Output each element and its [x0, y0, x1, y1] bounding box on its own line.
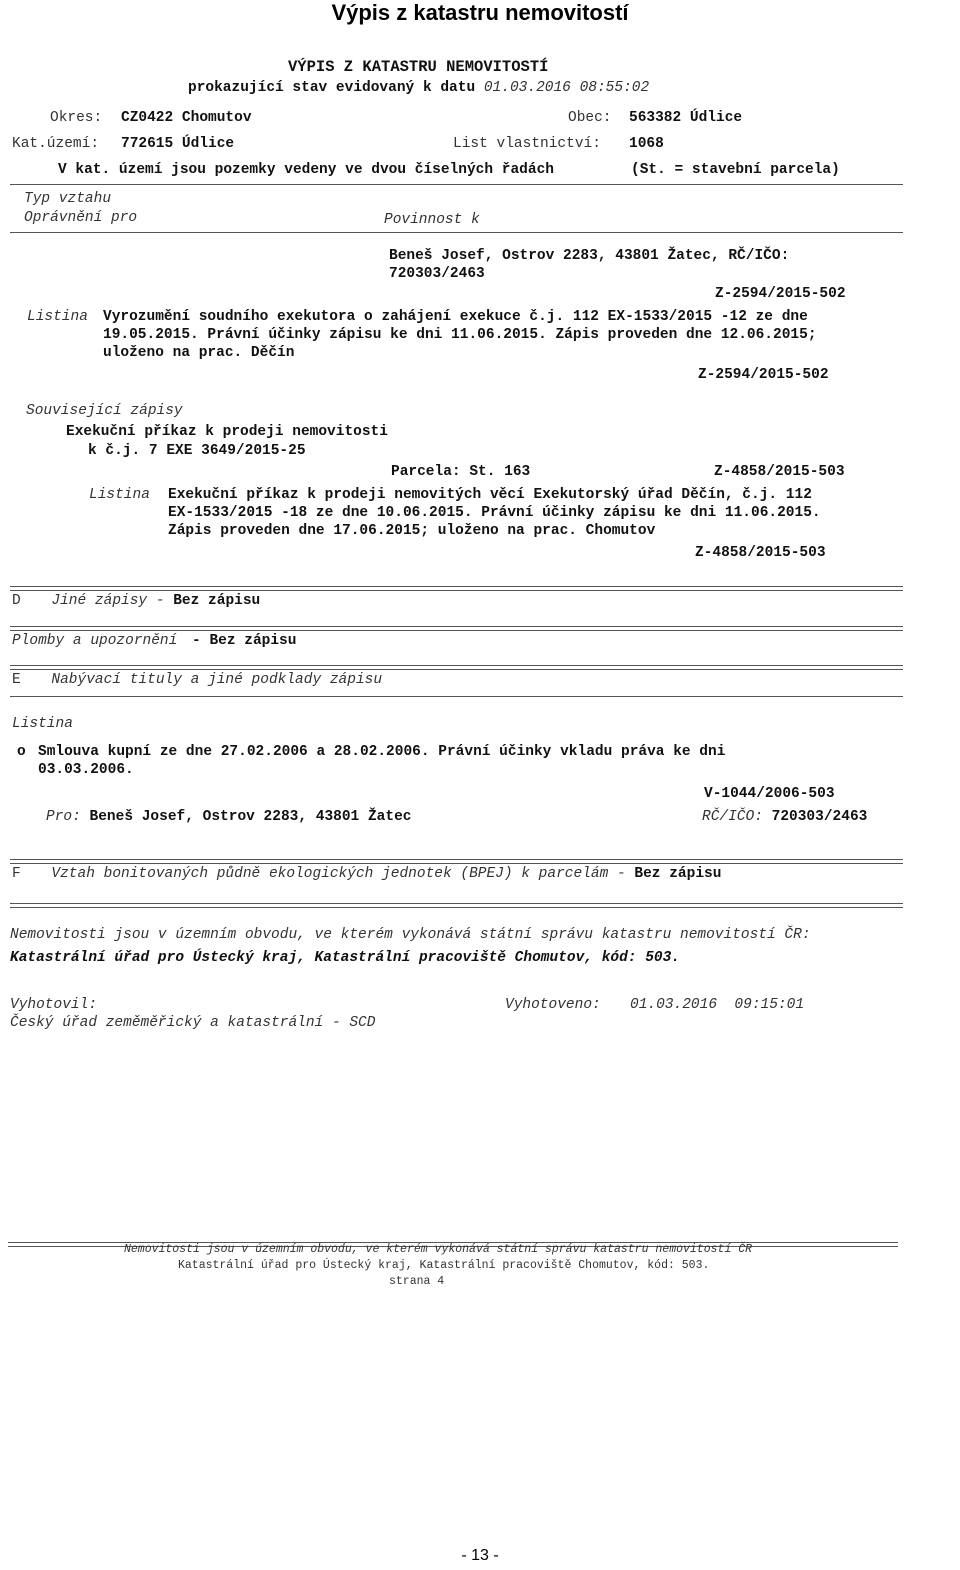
rc-value: 720303/2463 [771, 809, 868, 825]
katuzemi-label: Kat.území: [12, 136, 100, 152]
parcela-row [391, 464, 530, 480]
page-title: Výpis z katastru nemovitostí [331, 0, 629, 25]
bullet: o [17, 744, 26, 760]
page-footer-line-2: Katastrální úřad pro Ústecký kraj, Katastrální pracoviště Chomutov, kód: 503. [178, 1259, 710, 1272]
lv-label: List vlastnictví: [453, 136, 601, 152]
vyhotovil-value: Český úřad zeměměřický a katastrální - SCD [10, 1015, 376, 1031]
exekucni-prikaz-line-1: Exekuční příkaz k prodeji nemovitosti [66, 424, 388, 440]
extract-title: VÝPIS Z KATASTRU NEMOVITOSTÍ [288, 58, 549, 76]
reference-number: Z-4858/2015-503 [714, 464, 845, 480]
parcela-value: St. 163 [469, 464, 531, 480]
plomby-dash: - [192, 633, 201, 649]
section-d-row [12, 593, 260, 609]
section-e-letter: E [12, 672, 21, 688]
obec-value: 563382 Údlice [629, 110, 743, 126]
divider [10, 665, 903, 670]
listina-text-line-3: uloženo na prac. Děčín [103, 345, 295, 361]
jurisdiction-note-line-1: Nemovitosti jsou v územním obvodu, ve kterém vykonává státní správu katastru nemovitostí ČR: [10, 927, 811, 943]
vyhotoveno-value: 01.03.2016 09:15:01 [630, 997, 805, 1013]
subtitle-date: 01.03.2016 08:55:02 [483, 80, 650, 96]
section-f-label: Vztah bonitovaných půdně ekologických jednotek (BPEJ) k parcelám [51, 866, 609, 882]
pro-row [46, 809, 411, 825]
jurisdiction-note-line-2: Katastrální úřad pro Ústecký kraj, Katastrální pracoviště Chomutov, kód: 503. [10, 950, 681, 966]
katuzemi-value: 772615 Údlice [121, 136, 235, 152]
listina-text-line-2: 19.05.2015. Právní účinky zápisu ke dni 11.06.2015. Zápis proveden dne 12.06.2015; [103, 327, 817, 343]
plomby-row [12, 633, 296, 649]
parcel-series-legend: (St. = stavební parcela) [631, 162, 840, 178]
parcel-series-note: V kat. území jsou pozemky vedeny ve dvou číselných řadách [58, 162, 554, 178]
typ-vztahu-label: Typ vztahu [24, 191, 112, 207]
divider [10, 696, 903, 697]
okres-value: CZ0422 Chomutov [121, 110, 252, 126]
extract-subtitle [188, 80, 649, 96]
section-f-value: Bez zápisu [634, 866, 722, 882]
rc-row [702, 809, 867, 825]
plomby-value: Bez zápisu [209, 633, 297, 649]
exekucni-prikaz-line-2: k č.j. 7 EXE 3649/2015-25 [88, 443, 306, 459]
divider [10, 586, 903, 591]
listina-text-line-2: 03.03.2006. [38, 762, 134, 778]
section-d-label: Jiné zápisy [51, 593, 148, 609]
reference-number: Z-2594/2015-502 [698, 367, 829, 383]
listina-label: Listina [12, 716, 73, 732]
obec-label: Obec: [568, 110, 612, 126]
listina-label: Listina [27, 309, 88, 325]
reference-number: Z-2594/2015-502 [715, 286, 846, 302]
listina-text-line-1: Smlouva kupní ze dne 27.02.2006 a 28.02.2006. Právní účinky vkladu práva ke dni [38, 744, 726, 760]
section-f-letter: F [12, 866, 21, 882]
reference-number: V-1044/2006-503 [704, 786, 835, 802]
section-e-row [12, 672, 382, 688]
souvisejici-zapisy-label: Související zápisy [26, 403, 183, 419]
divider [10, 859, 903, 864]
plomby-label: Plomby a upozornění [12, 633, 178, 649]
listina-text-line-1: Vyrozumění soudního exekutora o zahájení exekuce č.j. 112 EX-1533/2015 -12 ze dne [103, 309, 808, 325]
subtitle-label: prokazující stav evidovaný k datu [188, 80, 476, 96]
divider [10, 184, 903, 185]
listina-text-line-2: EX-1533/2015 -18 ze dne 10.06.2015. Právní účinky zápisu ke dni 11.06.2015. [168, 505, 821, 521]
divider [10, 903, 903, 908]
listina-text-line-3: Zápis proveden dne 17.06.2015; uloženo na prac. Chomutov [168, 523, 656, 539]
reference-number: Z-4858/2015-503 [695, 545, 826, 561]
okres-label: Okres: [50, 110, 103, 126]
section-d-value: Bez zápisu [173, 593, 261, 609]
opravneni-pro-label: Oprávnění pro [24, 210, 138, 226]
page-footer-line-3: strana 4 [389, 1275, 445, 1288]
page-footer-line-1: Nemovitosti jsou v územním obvodu, ve kterém vykonává státní správu katastru nemovitostí ČR [124, 1243, 753, 1256]
owner-line-1: Beneš Josef, Ostrov 2283, 43801 Žatec, RČ/IČO: [389, 248, 790, 264]
section-d-dash: - [155, 593, 165, 609]
listina-label: Listina [89, 487, 150, 503]
owner-line-2: 720303/2463 [389, 266, 485, 282]
lv-value: 1068 [629, 136, 664, 152]
rc-label: RČ/IČO: [702, 809, 763, 825]
vyhotoveno-label: Vyhotoveno: [505, 997, 601, 1013]
section-e-label: Nabývací tituly a jiné podklady zápisu [51, 672, 383, 688]
section-f-dash: - [617, 866, 626, 882]
divider [10, 626, 903, 631]
section-f-row [12, 866, 721, 882]
page-number: - 13 - [461, 1547, 499, 1564]
listina-text-line-1: Exekuční příkaz k prodeji nemovitých věcí Exekutorský úřad Děčín, č.j. 112 [168, 487, 812, 503]
parcela-label: Parcela: [391, 464, 461, 480]
pro-value: Beneš Josef, Ostrov 2283, 43801 Žatec [89, 809, 412, 825]
section-d-letter: D [12, 593, 21, 609]
pro-label: Pro: [46, 809, 81, 825]
povinnost-k-label: Povinnost k [384, 212, 480, 228]
vyhotovil-label: Vyhotovil: [10, 997, 98, 1013]
divider [10, 232, 903, 233]
